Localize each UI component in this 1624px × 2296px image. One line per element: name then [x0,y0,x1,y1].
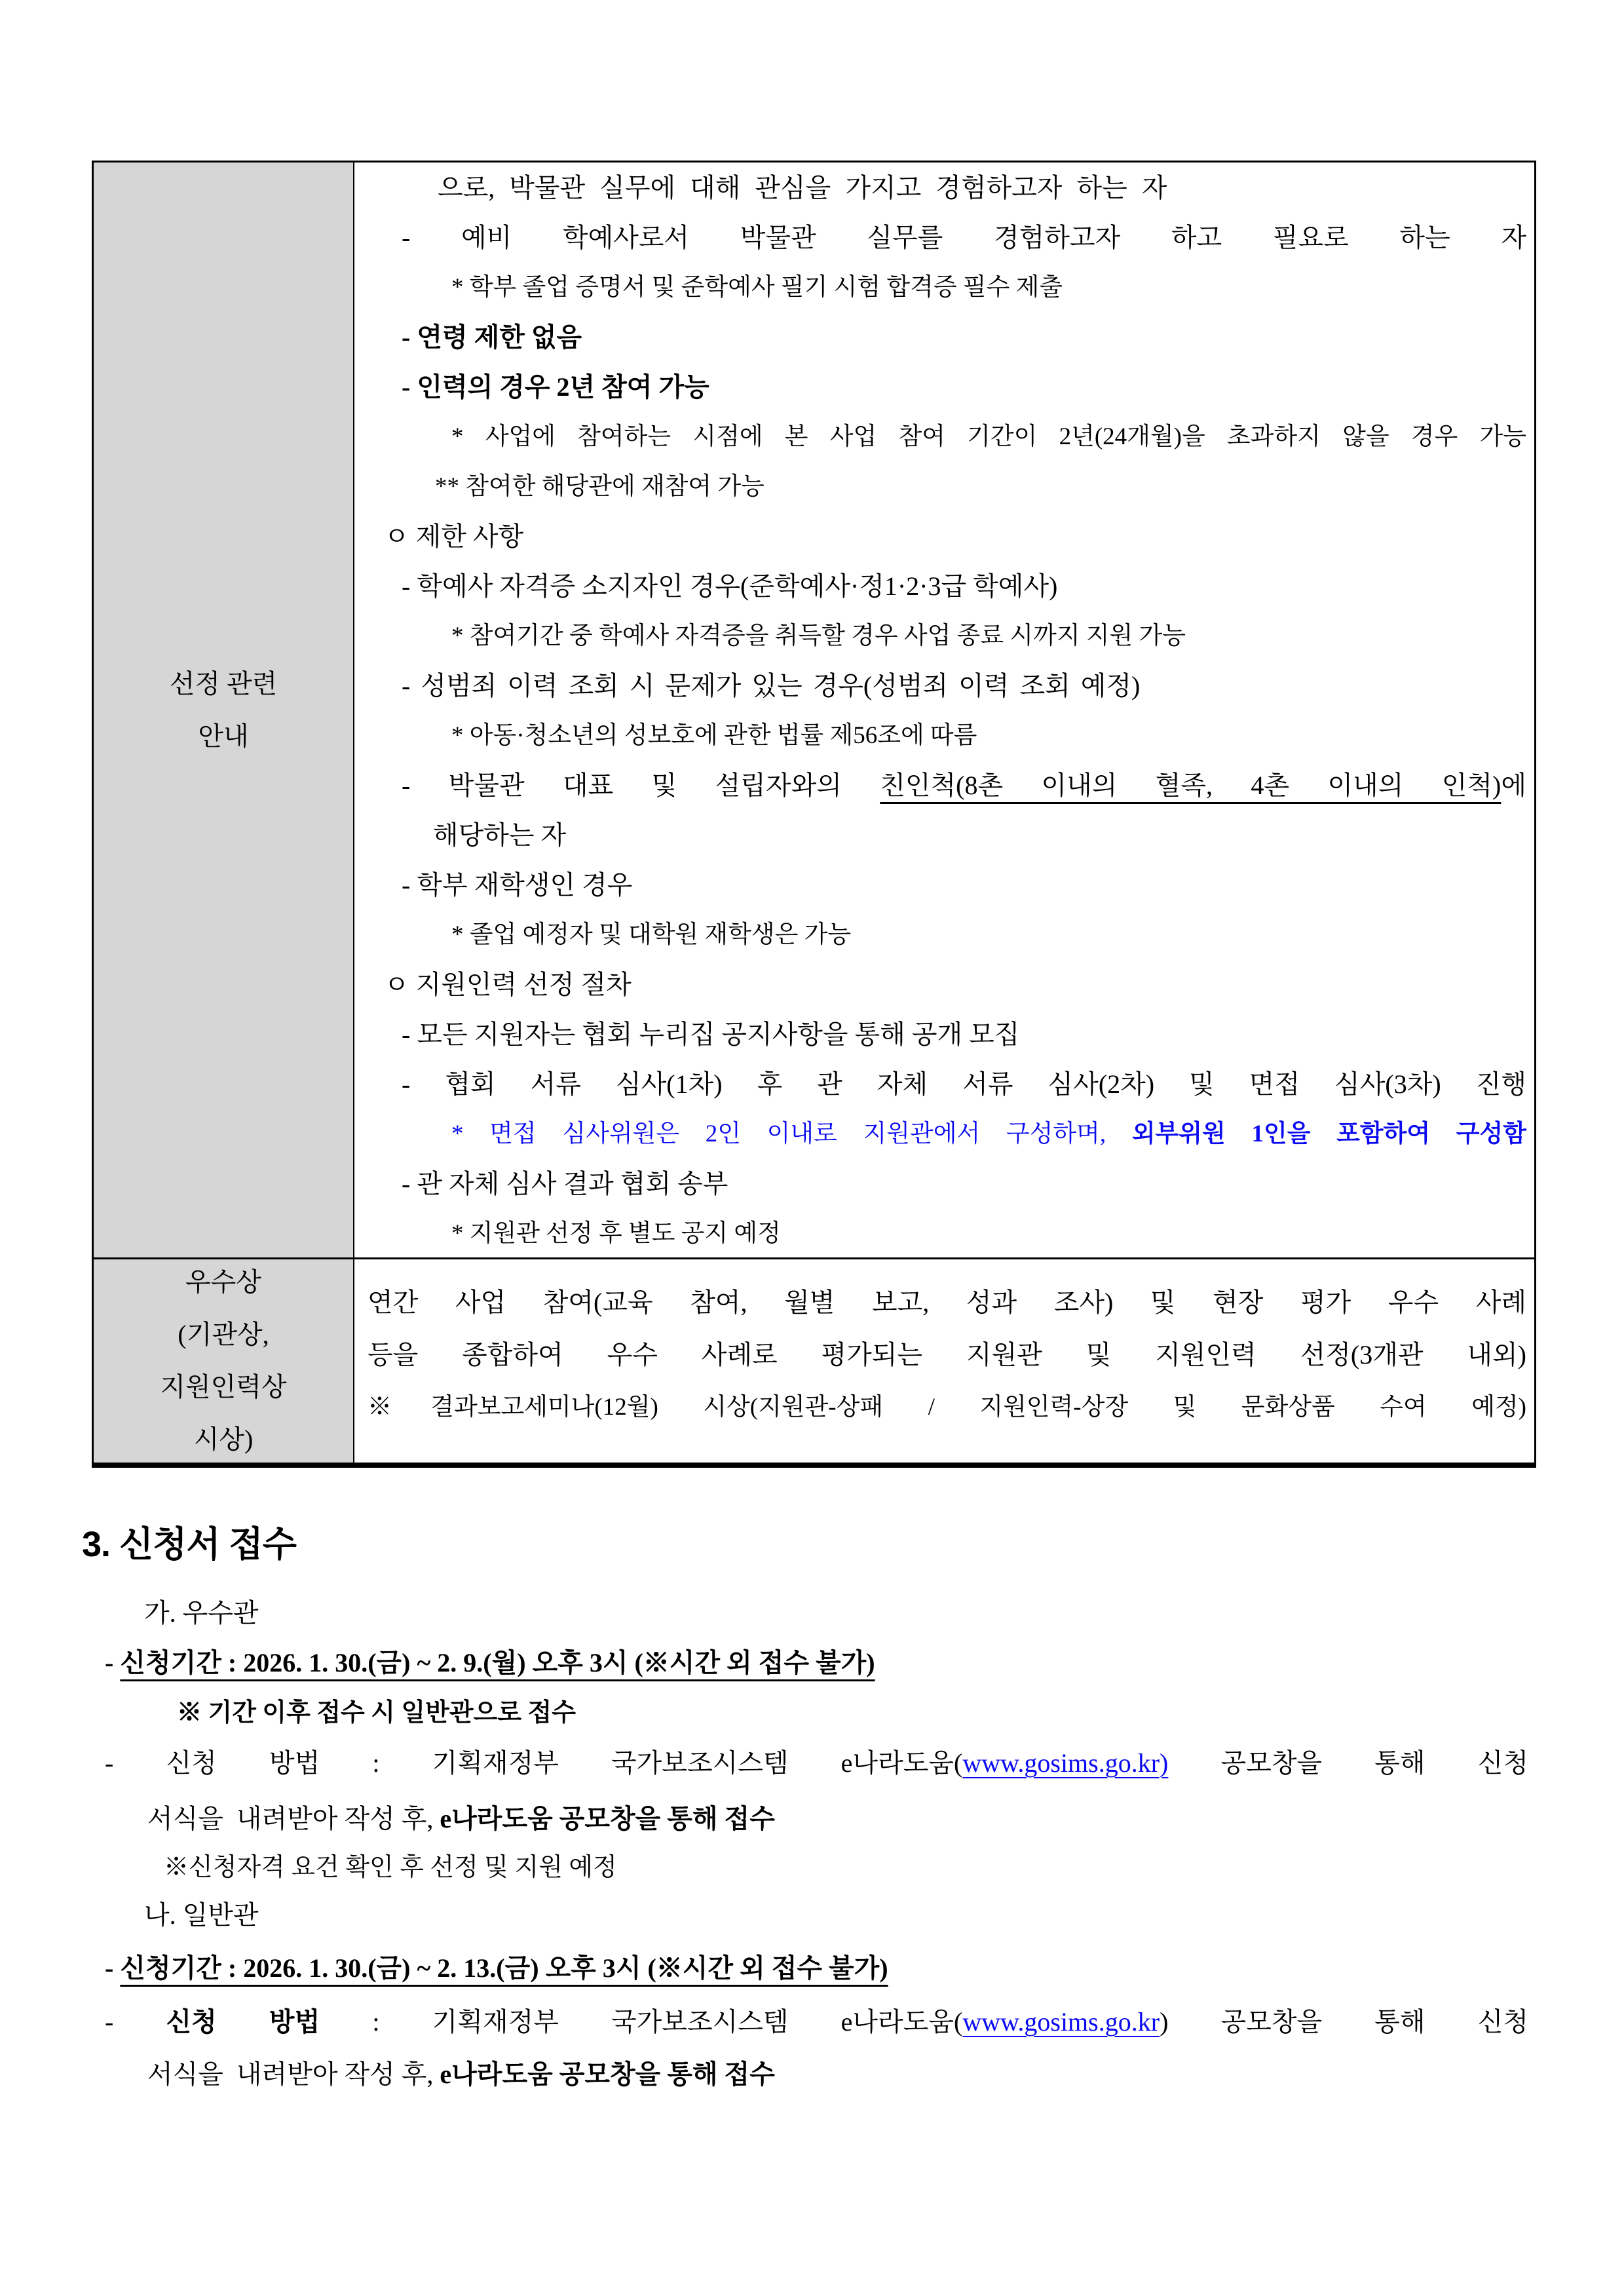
table-text-line: - 학예사 자격증 소지자인 경우(준학예사·정1·2·3급 학예사) [402,571,1058,601]
table-text-line: * 아동·청소년의 성보호에 관한 법률 제56조에 따름 [451,722,977,749]
table-text-line: ** 참여한 해당관에 재참여 가능 [435,473,765,500]
table-text-line: * 참여기간 중 학예사 자격증을 취득할 경우 사업 종료 시까지 지원 가능 [451,622,1186,649]
table-text-line-blue-note [354,1109,1534,1159]
table-text-line [354,761,1534,811]
text-segment: 에 [1501,771,1526,800]
application-method-b [105,2005,1536,2039]
application-method-a-line2 [147,1802,775,1836]
row-label-line: 안내 [198,721,249,751]
text-segment: ) 공모창을 통해 신청 [1160,2007,1528,2037]
bold-method-label: 신청 방법 [166,2007,320,2037]
text-segment: 서식을 내려받아 작성 후, [147,2059,440,2089]
text-segment: : 기획재정부 국가보조시스템 e나라도움( [320,2007,963,2037]
table-text-line: - 협회 서류 심사(1차) 후 관 자체 서류 심사(2차) 및 면접 심사(3차) 진행 [402,1069,1526,1099]
table-text-line: 으로, 박물관 실무에 대해 관심을 가지고 경험하고자 하는 자 [438,173,1167,202]
table-text-line: ㅇ 제한 사항 [384,522,524,551]
application-period-b-text: 신청기간 : 2026. 1. 30.(금) ~ 2. 13.(금) 오후 3시 (※시간 외 접수 불가) [120,1953,888,1983]
row-label-line: 지원인력상 [160,1372,287,1402]
qualification-note-a: ※신청자격 요건 확인 후 선정 및 지원 예정 [164,1854,617,1881]
section-heading: 3. 신청서 접수 [82,1525,296,1564]
period-note-a: ※ 기간 이후 접수 시 일반관으로 접수 [177,1699,576,1727]
table-text-line: - 관 자체 심사 결과 협회 송부 [402,1169,728,1198]
subsection-a-title: 가. 우수관 [144,1598,259,1628]
dash: - [105,1648,121,1677]
row-label-line: (기관상, [178,1320,269,1349]
underlined-kinship-clause: 친인척(8촌 이내의 혈족, 4촌 이내의 인척) [880,771,1501,800]
dash: - [105,1953,121,1983]
subsection-b-title: 나. 일반관 [144,1900,259,1930]
application-method-a [105,1746,1536,1780]
row-label-cell [94,1259,354,1463]
dash: - [105,2007,166,2037]
row-body-cell [354,1259,1534,1463]
table-row-selection-guide [94,163,1534,1259]
bold-text-segment: e나라도움 공모창을 통해 접수 [440,2059,775,2089]
row-label-cell [94,163,354,1257]
row-body-cell [354,163,1534,1257]
bold-text-segment: e나라도움 공모창을 통해 접수 [440,1804,775,1833]
text-segment: 공모창을 통해 신청 [1168,1748,1528,1778]
table-text-line: - 예비 학예사로서 박물관 실무를 경험하고자 하고 필요로 하는 자 [402,223,1526,252]
table-text-line: ㅇ 지원인력 선정 절차 [384,970,632,999]
application-period-b [105,1951,888,1985]
table-text-line: 해당하는 자 [433,820,567,850]
row-label-line: 우수상 [185,1267,261,1297]
application-period-a-text: 신청기간 : 2026. 1. 30.(금) ~ 2. 9.(월) 오후 3시 (※시간 외 접수 불가) [120,1648,875,1677]
text-segment: - 신청 방법 : 기획재정부 국가보조시스템 e나라도움( [105,1748,963,1778]
table-text-line: * 지원관 선정 후 별도 공지 예정 [451,1220,781,1247]
text-segment: 서식을 내려받아 작성 후, [147,1804,440,1833]
table-text-line: - 인력의 경우 2년 참여 가능 [402,372,709,402]
gosims-link[interactable]: www.gosims.go.kr) [962,1748,1169,1778]
application-method-b-line2 [147,2057,775,2092]
text-segment: * 면접 심사위원은 2인 이내로 지원관에서 구성하며, [451,1120,1132,1147]
application-period-a [105,1646,875,1680]
table-text-line: 연간 사업 참여(교육 참여, 월별 보고, 성과 조사) 및 현장 평가 우수 사례 [368,1288,1526,1317]
table-text-line: - 연령 제한 없음 [402,322,582,352]
table-text-line: - 성범죄 이력 조회 시 문제가 있는 경우(성범죄 이력 조회 예정) [402,671,1141,700]
table-row-award [94,1259,1534,1463]
table-text-line: 등을 종합하여 우수 사례로 평가되는 지원관 및 지원인력 선정(3개관 내외) [368,1340,1526,1369]
table-text-line: * 사업에 참여하는 시점에 본 사업 참여 기간이 2년(24개월)을 초과하지 않을 경우 가능 [451,423,1526,450]
table-text-line: * 학부 졸업 증명서 및 준학예사 필기 시험 합격증 필수 제출 [451,274,1063,301]
row-label-line: 선정 관련 [169,668,278,698]
selection-table [92,161,1536,1468]
table-text-line: - 모든 지원자는 협회 누리집 공지사항을 통해 공개 모집 [402,1020,1020,1049]
table-text-line: ※결과보고세미나(12월) 시상(지원관-상패 / 지원인력-상장 및 문화상품 수여 예정) [368,1394,1526,1421]
table-text-line: - 학부 재학생인 경우 [402,870,633,900]
table-text-line: * 졸업 예정자 및 대학원 재학생은 가능 [451,921,852,948]
row-label-line: 시상) [193,1425,254,1454]
bold-text-segment: 외부위원 1인을 포함하여 구성함 [1131,1120,1526,1147]
gosims-link[interactable]: www.gosims.go.kr [962,2007,1160,2037]
text-segment: - 박물관 대표 및 설립자와의 [402,771,880,800]
